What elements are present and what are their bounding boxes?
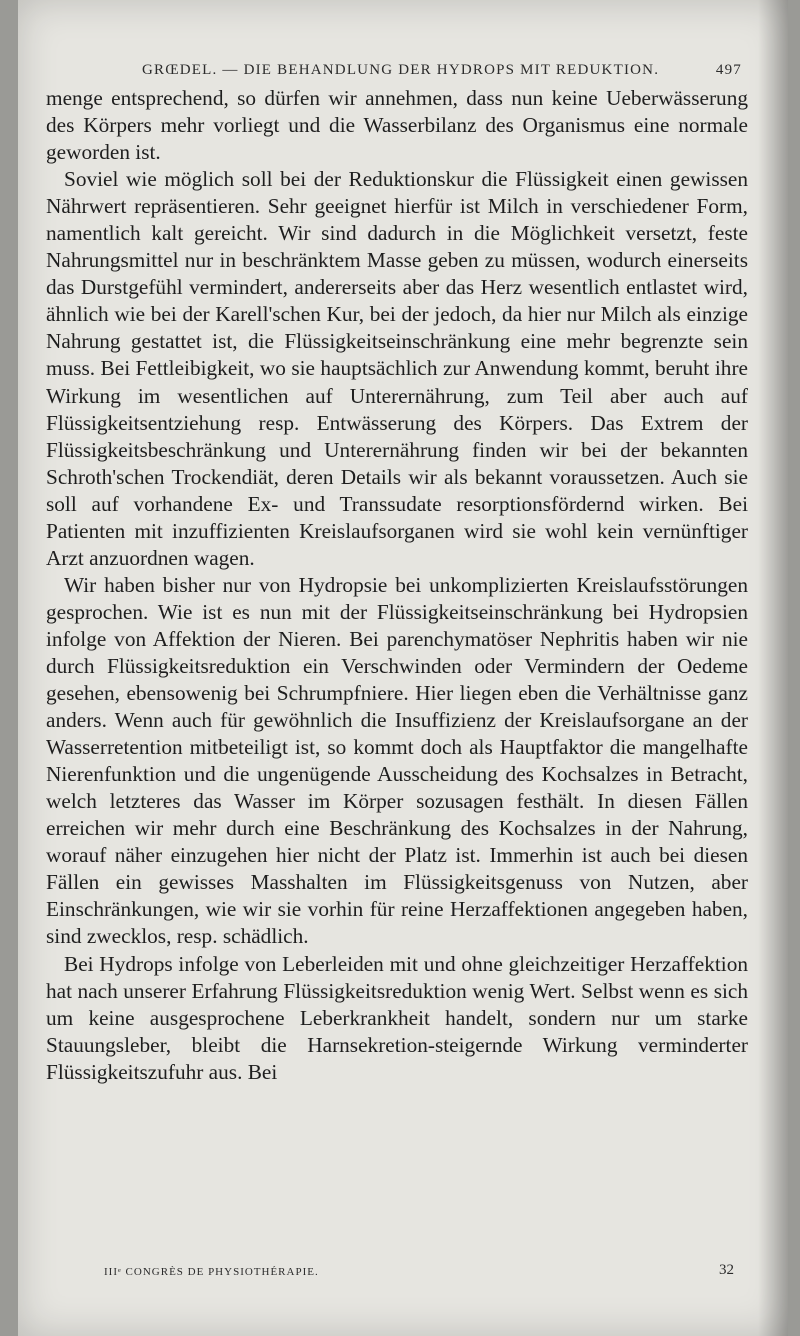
paragraph-continued: menge entsprechend, so dürfen wir annehmen, dass nun keine Ueberwässerung des Körpers mehr vorliegt und die Wasserbilanz des Organismus eine normale geworden ist. xyxy=(46,86,748,165)
paragraph: Wir haben bisher nur von Hydropsie bei unkomplizierten Kreislaufsstörungen gesprochen. Wie ist es nun mit der Flüssigkeitseinschränkung bei Hydropsien infolge von Affektion der Nieren. Bei parenchymatöser Nephritis haben wir nie durch Flüssigkeitsreduktion ein Verschwinden oder Vermindern der Oedeme gesehen, ebensowenig bei Schrumpfniere. Hier liegen eben die Verhältnisse ganz anders. Wenn auch für gewöhnlich die Insuffizienz der Kreislaufsorgane an der Wasserretention mitbeteiligt ist, so kommt doch als Hauptfaktor die mangelhafte Nierenfunktion und die ungenügende Ausscheidung des Kochsalzes in Betracht, welch letzteres das Wasser im Körper sozusagen festhält. In diesen Fällen erreichen wir mehr durch eine Beschränkung des Kochsalzes in der Nahrung, worauf näher einzugehen hier nicht der Platz ist. Immerhin ist auch bei diesen Fällen ein gewisses Masshalten im Flüssigkeitsgenuss von Nutzen, aber Einschränkungen, wie wir sie vorhin für reine Herzaffektionen angegeben haben, sind zwecklos, resp. schädlich. xyxy=(46,572,748,949)
page-footer xyxy=(104,1262,734,1284)
body-text xyxy=(46,85,748,1086)
paragraph: Bei Hydrops infolge von Leberleiden mit und ohne gleichzeitiger Herzaffektion hat nach unserer Erfahrung Flüssigkeitsreduktion wenig Wert. Selbst wenn es sich um keine ausgesprochene Leberkrankheit handelt, sondern nur um starke Stauungsleber, bleibt die Harnsekretion-steigernde Wirkung verminderter Flüssigkeitszufuhr aus. Bei xyxy=(46,951,748,1084)
footer-note: IIIᵉ CONGRÈS DE PHYSIOTHÉRAPIE. xyxy=(104,1266,319,1278)
page-number: 497 xyxy=(715,62,742,78)
running-title: GRŒDEL. — DIE BEHANDLUNG DER HYDROPS MIT REDUKTION. xyxy=(142,62,660,78)
running-header xyxy=(142,62,742,86)
page-edge-shadow xyxy=(758,0,788,1336)
paragraph: Soviel wie möglich soll bei der Reduktionskur die Flüssigkeit einen gewissen Nährwert repräsentieren. Sehr geeignet hierfür ist Milch in verschiedener Form, namentlich kalt gereicht. Wir sind dadurch in die Möglichkeit versetzt, feste Nahrungsmittel nur in beschränktem Masse geben zu müssen, wodurch einerseits das Durstgefühl vermindert, andererseits aber das Herz wesentlich entlastet wird, ähnlich wie bei der Karell'schen Kur, bei der jedoch, da hier nur Milch als einzige Nahrung gestattet ist, die Flüssigkeitseinschränkung eine mehr begrenzte sein muss. Bei Fettleibigkeit, wo sie hauptsächlich zur Anwendung kommt, beruht ihre Wirkung im wesentlichen auf Unterernährung, zum Teil aber auch auf Flüssigkeitsentziehung resp. Entwässerung des Körpers. Das Extrem der Flüssigkeitsbeschränkung und Unterernährung finden wir bei der bekannten Schroth'schen Trockendiät, deren Details wir als bekannt voraussetzen. Auch sie soll auf vorhandene Ex- und Transsudate resorptionsfördernd wirken. Bei Patienten mit inzuffizienten Kreislaufsorganen wird sie wohl kein vernünftiger Arzt anzuordnen wagen. xyxy=(46,167,748,570)
signature-mark: 32 xyxy=(719,1262,734,1278)
document-page xyxy=(18,0,788,1336)
